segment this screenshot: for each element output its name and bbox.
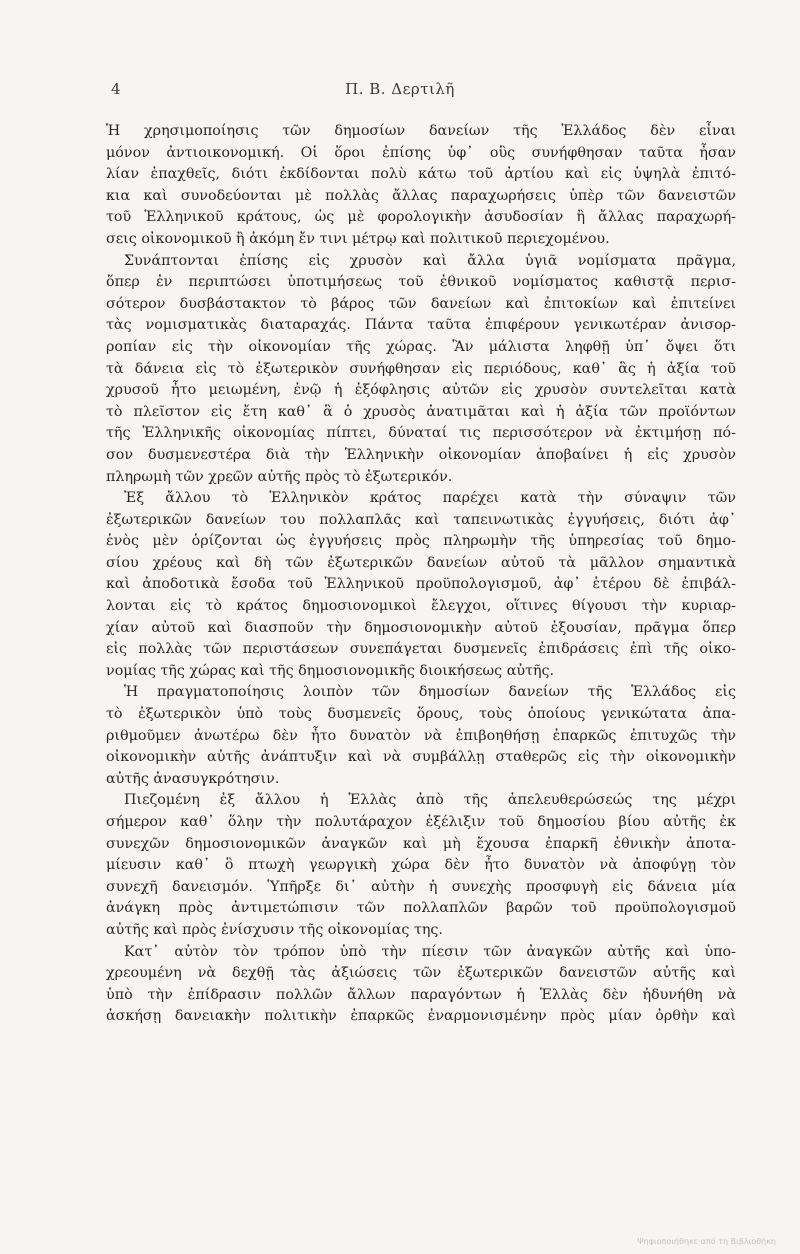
text-line: αὐτῆς ἀνασυγκρότησιν.: [106, 770, 280, 787]
digitization-watermark: Ψηφιοποιήθηκε από τη Βιβλιοθήκη: [637, 1237, 776, 1246]
text-line: σήμερον καθ᾽ ὅλην τὴν πολυτάραχον ἐξέλιξιν τοῦ δημοσίου βίου αὐτῆς ἐκ: [106, 814, 736, 830]
text-line: σότερον δυσβάστακτον τὸ βάρος τῶν δανείων καὶ ἐπιτοκίων καὶ ἐπιτείνει: [106, 295, 736, 312]
text-line: νομίας τῆς χώρας καὶ τῆς δημοσιονομικῆς διοικήσεως αὐτῆς.: [106, 662, 555, 679]
text-line: ὑπὸ τὴν ἐπίδρασιν πολλῶν ἄλλων παραγόντων ἡ Ἑλλὰς δὲν ἠδυνήθη νὰ: [106, 986, 736, 1003]
text-line: αὐτῆς καὶ πρὸς ἐνίσχυσιν τῆς οἰκονομίας της.: [106, 921, 443, 938]
text-line: σίου χρέους καὶ δὴ τῶν ἐξωτερικῶν δανείων αὐτοῦ τὰ μᾶλλον σημαντικὰ: [106, 554, 736, 571]
text-line: Ἡ πραγματοποίησις λοιπὸν τῶν δημοσίων δανείων τῆς Ἑλλάδος εἰς: [124, 684, 736, 701]
text-line: ριθμοῦμεν ἀνωτέρω δὲν ἦτο δυνατὸν νὰ ἐπιβοηθήσῃ ἐπαρκῶς ἐπιτυχῶς τὴν: [106, 727, 736, 744]
text-line: ροπίαν εἰς τὴν οἰκονομίαν τῆς χώρας. Ἂν μάλιστα ληφθῇ ὑπ᾽ ὄψει ὅτι: [106, 338, 736, 355]
text-line: Ἐξ ἄλλου τὸ Ἑλληνικὸν κράτος παρέχει κατὰ τὴν σύναψιν τῶν: [124, 490, 736, 507]
text-line: ἑνὸς μὲν ὁρίζονται ὡς ἐγγυήσεις πρὸς πληρωμὴν τῆς ὑπηρεσίας τοῦ δημο-: [106, 533, 736, 550]
text-line: μίευσιν καθ᾽ ὃ πτωχὴ γεωργικὴ χώρα δὲν ἦτο δυνατὸν νὰ ἀποφύγῃ τὸν: [106, 857, 736, 874]
text-line: Συνάπτονται ἐπίσης εἰς χρυσὸν καὶ ἄλλα ὑγιᾶ νομίσματα πρᾶγμα,: [124, 252, 736, 269]
text-line: τὸ πλεῖστον εἰς ἔτη καθ᾽ ἃ ὁ χρυσὸς ἀνατιμᾶται καὶ ἡ ἀξία τῶν προϊόντων: [106, 403, 736, 420]
text-line: τὸ ἐξωτερικὸν ὑπὸ τοὺς δυσμενεῖς ὅρους, τοὺς ὁποίους γενικώτατα ἀπα-: [106, 706, 736, 723]
text-line: κια καὶ συνοδεύονται μὲ πολλὰς ἄλλας παραχωρήσεις ὑπὲρ τῶν δανειστῶν: [106, 187, 736, 204]
text-line: οἰκονομικὴν αὐτῆς ἀνάπτυξιν καὶ νὰ συμβάλλῃ σταθερῶς εἰς τὴν οἰκονομικὴν: [106, 749, 736, 766]
text-line: εἰς πολλὰς τῶν περιστάσεων συνεπάγεται δυσμενεῖς ἐπιδράσεις ἐπὶ τῆς οἰκο-: [106, 641, 736, 658]
text-line: τὰς νομισματικὰς διαταραχάς. Πάντα ταῦτα ἐπιφέρουν γενικωτέραν ἀνισορ-: [106, 317, 736, 334]
text-line: συνεχῆ δανεισμόν. Ὑπῆρξε δι᾽ αὐτὴν ἡ συνεχὴς προσφυγὴ εἰς δάνεια μία: [106, 878, 736, 895]
page-number: 4: [111, 80, 121, 98]
text-line: συνεχῶν δημοσιονομικῶν ἀναγκῶν καὶ μὴ ἔχουσα ἐπαρκῆ ἐθνικὴν ἀποτα-: [106, 835, 736, 852]
text-line: ἀνάγκη πρὸς ἀντιμετώπισιν τῶν πολλαπλῶν βαρῶν τοῦ προϋπολογισμοῦ: [106, 900, 736, 917]
text-line: Πιεζομένη ἐξ ἄλλου ἡ Ἑλλὰς ἀπὸ τῆς ἀπελευθερώσεώς της μέχρι: [124, 792, 736, 809]
text-line: ἀσκήσῃ δανειακὴν πολιτικὴν ἐπαρκῶς ἐναρμονισμένην πρὸς μίαν ὀρθὴν καὶ: [106, 1008, 736, 1025]
text-line: σεις οἰκονομικοῦ ἢ ἀκόμη ἔν τινι μέτρῳ καὶ πολιτικοῦ περιεχομένου.: [106, 230, 610, 247]
text-line: τῆς Ἑλληνικῆς οἰκονομίας πίπτει, δύναταί τις περισσότερον νὰ ἐκτιμήσῃ πό-: [106, 425, 736, 442]
text-line: ἐξωτερικῶν δανείων του πολλαπλᾶς καὶ ταπεινωτικὰς ἐγγυήσεις, διότι ἀφ᾽: [106, 511, 736, 528]
text-line: τοῦ Ἑλληνικοῦ κράτους, ὡς μὲ φορολογικὴν ἀσυδοσίαν ἢ ἄλλας παραχωρή-: [106, 209, 736, 226]
text-line: λίαν ἐπαχθεῖς, διότι ἐκδίδονται πολὺ κάτω τοῦ ἀρτίου καὶ εἰς ὑψηλὰ ἐπιτό-: [106, 166, 736, 183]
text-line: λονται εἰς τὸ κράτος δημοσιονομικοὶ ἔλεγχοι, οἵτινες θίγουσι τὴν κυριαρ-: [106, 598, 736, 615]
text-line: καὶ ἀποδοτικὰ ἔσοδα τοῦ Ἑλληνικοῦ προϋπολογισμοῦ, ἀφ᾽ ἑτέρου δὲ ἐπιβάλ-: [106, 576, 736, 593]
text-line: Ἡ χρησιμοποίησις τῶν δημοσίων δανείων τῆς Ἑλλάδος δὲν εἶναι: [106, 123, 736, 139]
text-line: σον δυσμενεστέρα διὰ τὴν Ἑλληνικὴν οἰκονομίαν ἀποβαίνει ἡ εἰς χρυσὸν: [106, 446, 736, 463]
body-text: [106, 121, 736, 1028]
text-line: χρυσοῦ ἦτο μειωμένη, ἐνῷ ἡ ἐξόφλησις αὐτῶν εἰς χρυσὸν συντελεῖται κατὰ: [106, 382, 736, 399]
text-line: τὰ δάνεια εἰς τὸ ἐξωτερικὸν συνήφθησαν εἰς περιόδους, καθ᾽ ἃς ἡ ἀξία τοῦ: [106, 360, 736, 377]
text-line: μόνον ἀντιοικονομική. Οἱ ὅροι ἐπίσης ὑφ᾽ οὓς συνήφθησαν ταῦτα ἦσαν: [106, 144, 736, 161]
text-line: χίαν αὐτοῦ καὶ διασποῦν τὴν δημοσιονομικὴν αὐτοῦ ἐξουσίαν, πρᾶγμα ὅπερ: [106, 619, 736, 636]
running-head: Π. Β. Δερτιλῆ: [345, 80, 455, 98]
text-line: πληρωμὴ τῶν χρεῶν αὐτῆς πρὸς τὸ ἐξωτερικόν.: [106, 468, 453, 485]
text-line: Κατ᾽ αὐτὸν τὸν τρόπον ὑπὸ τὴν πίεσιν τῶν ἀναγκῶν αὐτῆς καὶ ὑπο-: [124, 943, 736, 960]
text-line: χρεουμένη νὰ δεχθῇ τὰς ἀξιώσεις τῶν ἐξωτερικῶν δανειστῶν αὐτῆς καὶ: [106, 965, 736, 982]
text-line: ὅπερ ἐν περιπτώσει ὑποτιμήσεως τοῦ ἐθνικοῦ νομίσματος καθιστᾷ περισ-: [106, 274, 736, 291]
